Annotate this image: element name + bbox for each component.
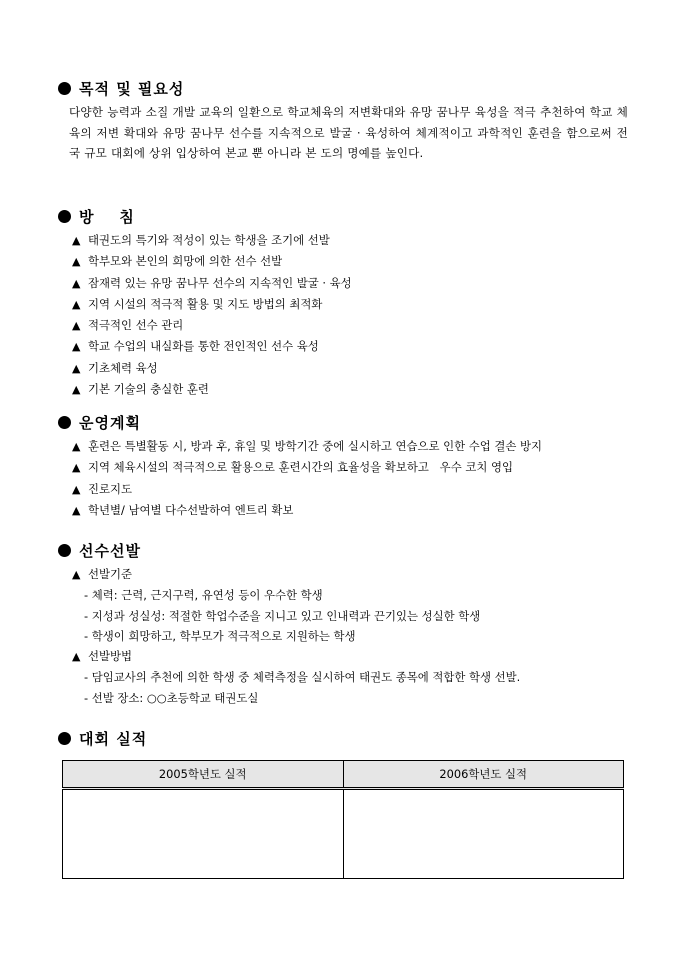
results-section bbox=[58, 728, 628, 748]
plan-section bbox=[58, 412, 628, 521]
list-item bbox=[72, 336, 628, 357]
triangle-icon: ▲ bbox=[72, 276, 81, 290]
list-item-text: 지역 체육시설의 적극적으로 활용으로 훈련시간의 효율성을 확보하고 우수 코치 영입 bbox=[88, 460, 513, 475]
list-item bbox=[72, 457, 628, 478]
list-item-text: 학년별/ 남여별 다수선발하여 엔트리 확보 bbox=[88, 502, 294, 517]
plan-heading bbox=[58, 412, 628, 432]
triangle-icon: ▲ bbox=[72, 297, 81, 311]
list-item-text: 태권도의 특기와 적성이 있는 학생을 조기에 선발 bbox=[88, 233, 330, 247]
bullet-circle-icon bbox=[58, 732, 71, 745]
list-item bbox=[72, 251, 628, 272]
criteria-item: - 학생이 희망하고, 학부모가 적극적으로 지원하는 학생 bbox=[84, 628, 356, 643]
criteria-item: - 체력: 근력, 근지구력, 유연성 등이 우수한 학생 bbox=[84, 588, 323, 603]
list-item-text: 학교 수업의 내실화를 통한 전인적인 선수 육성 bbox=[88, 339, 319, 354]
selection-body bbox=[58, 564, 628, 708]
list-item-text: 진로지도 bbox=[88, 481, 133, 496]
triangle-icon: ▲ bbox=[72, 461, 81, 475]
method-title-text: 선발방법 bbox=[88, 649, 133, 664]
triangle-icon: ▲ bbox=[72, 319, 81, 333]
list-item bbox=[72, 230, 628, 251]
bullet-circle-icon bbox=[58, 210, 71, 223]
method-item: - 선발 장소: ○○초등학교 태권도실 bbox=[84, 690, 259, 705]
list-item-text: 지역 시설의 적극적 활용 및 지도 방법의 최적화 bbox=[88, 296, 323, 311]
criteria-title bbox=[58, 564, 628, 585]
method-item: - 담임교사의 추천에 의한 학생 중 체력측정을 실시하여 태권도 종목에 적합한 학생 선발. bbox=[84, 670, 521, 685]
table-header-row bbox=[63, 761, 624, 789]
triangle-icon: ▲ bbox=[72, 440, 81, 453]
plan-heading-text: 운영계획 bbox=[79, 413, 141, 432]
purpose-section bbox=[58, 78, 628, 164]
bullet-circle-icon bbox=[58, 416, 71, 429]
list-item bbox=[72, 315, 628, 336]
results-heading bbox=[58, 728, 628, 748]
purpose-heading bbox=[58, 78, 628, 98]
list-item-text: 기초체력 육성 bbox=[88, 360, 158, 375]
criteria-item: - 지성과 성실성: 적절한 학업수준을 지니고 있고 인내력과 끈기있는 성실한 학생 bbox=[84, 608, 481, 623]
triangle-icon: ▲ bbox=[72, 255, 81, 269]
triangle-icon: ▲ bbox=[72, 340, 81, 354]
table-header-2005: 2005학년도 실적 bbox=[63, 761, 344, 789]
bullet-circle-icon bbox=[58, 82, 71, 95]
table-header-2006: 2006학년도 실적 bbox=[343, 761, 624, 789]
list-item bbox=[72, 436, 628, 457]
criteria-title-text: 선발기준 bbox=[88, 567, 133, 581]
list-item bbox=[72, 294, 628, 315]
table-row bbox=[63, 789, 624, 879]
table-cell-2006 bbox=[343, 789, 624, 879]
triangle-icon: ▲ bbox=[72, 568, 81, 581]
results-heading-text: 대회 실적 bbox=[79, 729, 148, 748]
selection-heading-text: 선수선발 bbox=[79, 541, 141, 560]
list-item bbox=[72, 273, 628, 294]
selection-section bbox=[58, 540, 628, 708]
list-item-text: 기본 기술의 충실한 훈련 bbox=[88, 382, 209, 397]
policy-heading bbox=[58, 206, 628, 226]
plan-list bbox=[58, 436, 628, 521]
policy-list bbox=[58, 230, 628, 400]
triangle-icon: ▲ bbox=[72, 482, 81, 496]
table-cell-2005 bbox=[63, 789, 344, 879]
triangle-icon: ▲ bbox=[72, 650, 81, 664]
policy-section bbox=[58, 206, 628, 400]
method-title bbox=[58, 646, 628, 667]
triangle-icon: ▲ bbox=[72, 361, 81, 375]
results-table bbox=[62, 760, 624, 879]
list-item bbox=[72, 479, 628, 500]
purpose-paragraph: 다양한 능력과 소질 개발 교육의 일환으로 학교체육의 저변확대와 유망 꿈나무 육성을 적극 추천하여 학교 체육의 저변 확대와 유망 꿈나무 선수를 지속적으로 발굴 · 육성하여 체계적이고 과학적인 훈련을 함으로써 전국 규모 대회에 상위 입상하여 본교 뿐 아니라 본 도의 명예를 높인다. bbox=[69, 105, 628, 160]
triangle-icon: ▲ bbox=[72, 234, 81, 247]
list-item bbox=[72, 500, 628, 521]
purpose-heading-text: 목적 및 필요성 bbox=[79, 79, 185, 98]
bullet-circle-icon bbox=[58, 544, 71, 557]
list-item bbox=[72, 358, 628, 379]
list-item-text: 잠재력 있는 유망 꿈나무 선수의 지속적인 발굴 · 육성 bbox=[88, 275, 352, 290]
list-item-text: 학부모와 본인의 희망에 의한 선수 선발 bbox=[88, 254, 283, 269]
policy-heading-text: 방 침 bbox=[79, 207, 135, 226]
list-item-text: 적극적인 선수 관리 bbox=[88, 318, 184, 333]
triangle-icon: ▲ bbox=[72, 503, 81, 517]
list-item-text: 훈련은 특별활동 시, 방과 후, 휴일 및 방학기간 중에 실시하고 연습으로 인한 수업 결손 방지 bbox=[88, 439, 543, 453]
triangle-icon: ▲ bbox=[72, 383, 81, 397]
selection-heading bbox=[58, 540, 628, 560]
list-item bbox=[72, 379, 628, 400]
